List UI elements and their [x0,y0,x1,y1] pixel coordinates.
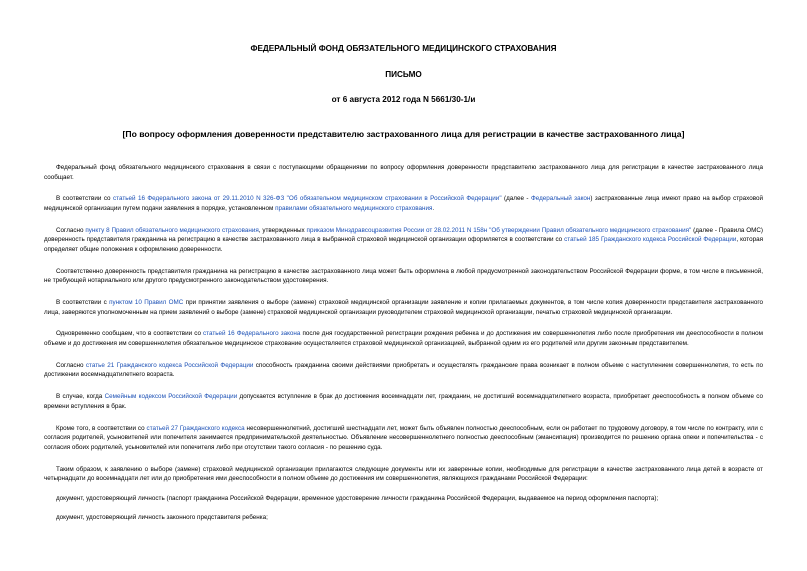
legal-reference-link[interactable]: статьей 185 Гражданского кодекса Российской Федерации [564,236,737,244]
body-paragraph [40,494,767,504]
body-paragraph [40,392,767,411]
body-paragraph [40,329,767,348]
paragraph-text: документ, удостоверяющий личность законного представителя ребенка; [56,514,268,522]
paragraph-text: несовершеннолетний, достигший шестнадцати лет, может быть объявлен полностью дееспособным, если он работает по трудовому договору, в том числе по контракту, или с согласия родителей, усыновителей или попечителя занимается предпринимательской деятельностью. Объявление несовершеннолетнего полностью дееспособным (эмансипация) производится по решению органа опеки и попечительства - с согласия обоих родителей, усыновителей или попечителя либо при отсутствии такого согласия - по решению суда. [44,424,763,451]
legal-reference-link[interactable]: пунктом 10 Правил ОМС [109,299,184,307]
paragraph-text: документ, удостоверяющий личность (паспорт гражданина Российской Федерации, временное удостоверение личности гражданина Российской Федерации, выдаваемое на период оформления паспорта); [56,494,659,502]
paragraph-text: Федеральный фонд обязательного медицинского страхования в связи с поступающими обращениями по вопросу оформления доверенности представителю застрахованного лица для регистрации в качестве застрахованного лица сообщает. [44,164,763,181]
legal-reference-link[interactable]: статьей 27 Гражданского кодекса [146,424,245,432]
paragraph-text: при принятии заявления о выборе (замене) страховой медицинской организации заявление и копии прилагаемых документов, в том числе копия доверенности представителя застрахованного лица, заверяются уполномоченным на прием заявлений о выборе (замене) страховой медицинской организации руководителем страховой медицинской организации, печатью страховой медицинской организации. [44,299,764,316]
paragraph-text: допускается вступление в брак до достижения восемнадцати лет, гражданин, не достигший восемнадцатилетнего возраста, приобретает дееспособность в полном объеме со времени вступления в брак. [44,393,763,410]
legal-reference-link[interactable]: правилами обязательного медицинского страхования [275,204,433,212]
legal-reference-link[interactable]: статье 21 Гражданского кодекса Российской Федерации [85,361,254,369]
paragraph-text: В соответствии с [56,299,110,307]
document-body [40,163,767,523]
paragraph-text: ) застрахованные лица имеют право на выбор страховой медицинской организации путем подачи заявления в порядке, установленном [44,195,764,212]
body-paragraph [40,163,767,182]
body-paragraph [40,298,767,317]
paragraph-text: (далее - Правила ОМС) доверенность представителя гражданина на регистрацию в качестве застрахованного лица в выбранной страховой медицинской организации оформляется в соответствии со [44,226,764,244]
body-paragraph [40,194,767,213]
body-paragraph [40,267,767,286]
legal-reference-link[interactable]: пункту 8 Правил обязательного медицинского страхования [85,226,259,234]
document-type: ПИСЬМО [385,70,422,79]
body-paragraph [40,361,767,380]
paragraph-text: Соответственно доверенность представителя гражданина на регистрацию в качестве застрахованного лица может быть оформлена в любой предусмотренной законодательством Российской Федерации форме, в том числе в письменной, не требующей нотариального или другого предусмотренного законодательством удостоверения. [44,267,763,285]
document-date-number: от 6 августа 2012 года N 5661/30-1/и [331,95,476,104]
legal-reference-link[interactable]: статьей 16 Федерального закона от 29.11.2010 N 326-ФЗ "Об обязательном медицинском страховании в Российской Федерации" [113,195,502,203]
paragraph-text: , которая определяет общие положения к оформлению доверенности. [44,236,764,253]
issuer-title: ФЕДЕРАЛЬНЫЙ ФОНД ОБЯЗАТЕЛЬНОГО МЕДИЦИНСКОГО СТРАХОВАНИЯ [250,44,557,53]
paragraph-text: Одновременно сообщаем, что в соответствии со [56,330,204,338]
body-paragraph [40,424,767,453]
paragraph-text: способность гражданина своими действиями приобретать и осуществлять гражданские права возникает в полном объеме с наступлением совершеннолетия, то есть по достижении восемнадцатилетнего возраста. [44,361,763,379]
legal-reference-link[interactable]: статьей 16 Федерального закона [203,330,301,338]
paragraph-text: (далее - [501,195,531,203]
body-paragraph [40,513,767,523]
paragraph-text: В случае, когда [56,393,105,401]
paragraph-text: Согласно [56,226,86,234]
paragraph-text: Согласно [56,361,86,369]
paragraph-text: , утвержденных [258,226,307,234]
body-paragraph [40,465,767,484]
legal-reference-link[interactable]: приказом Минздравсоцразвития России от 28.02.2011 N 158н "Об утверждении Правил обязательного медицинского страхования" [306,226,692,234]
paragraph-text: В соответствии со [56,195,113,203]
document-subject: [По вопросу оформления доверенности представителю застрахованного лица для регистрации в качестве застрахованного лица] [122,129,685,139]
legal-reference-link[interactable]: Федеральный закон [530,195,591,203]
paragraph-text: после дня государственной регистрации рождения ребенка и до достижения им совершеннолетия либо после приобретения им дееспособности в полном объеме и до достижения им совершеннолетия обязательное медицинское страхование осуществляется страховой медицинской организацией, выбранной одним из его родителей или другим законным представителем. [44,330,764,348]
paragraph-text: Кроме того, в соответствии со [56,424,147,432]
paragraph-text: Таким образом, к заявлению о выборе (замене) страховой медицинской организации прилагаются следующие документы или их заверенные копии, необходимые для регистрации в качестве застрахованного лица детей в возрасте от четырнадцати до восемнадцати лет или до приобретения ими дееспособности в полном объеме до достижения им совершеннолетия, являющихся гражданами Российской Федерации: [44,465,763,483]
paragraph-text: . [432,204,435,212]
legal-reference-link[interactable]: Семейным кодексом Российской Федерации [104,393,238,401]
body-paragraph [40,226,767,255]
